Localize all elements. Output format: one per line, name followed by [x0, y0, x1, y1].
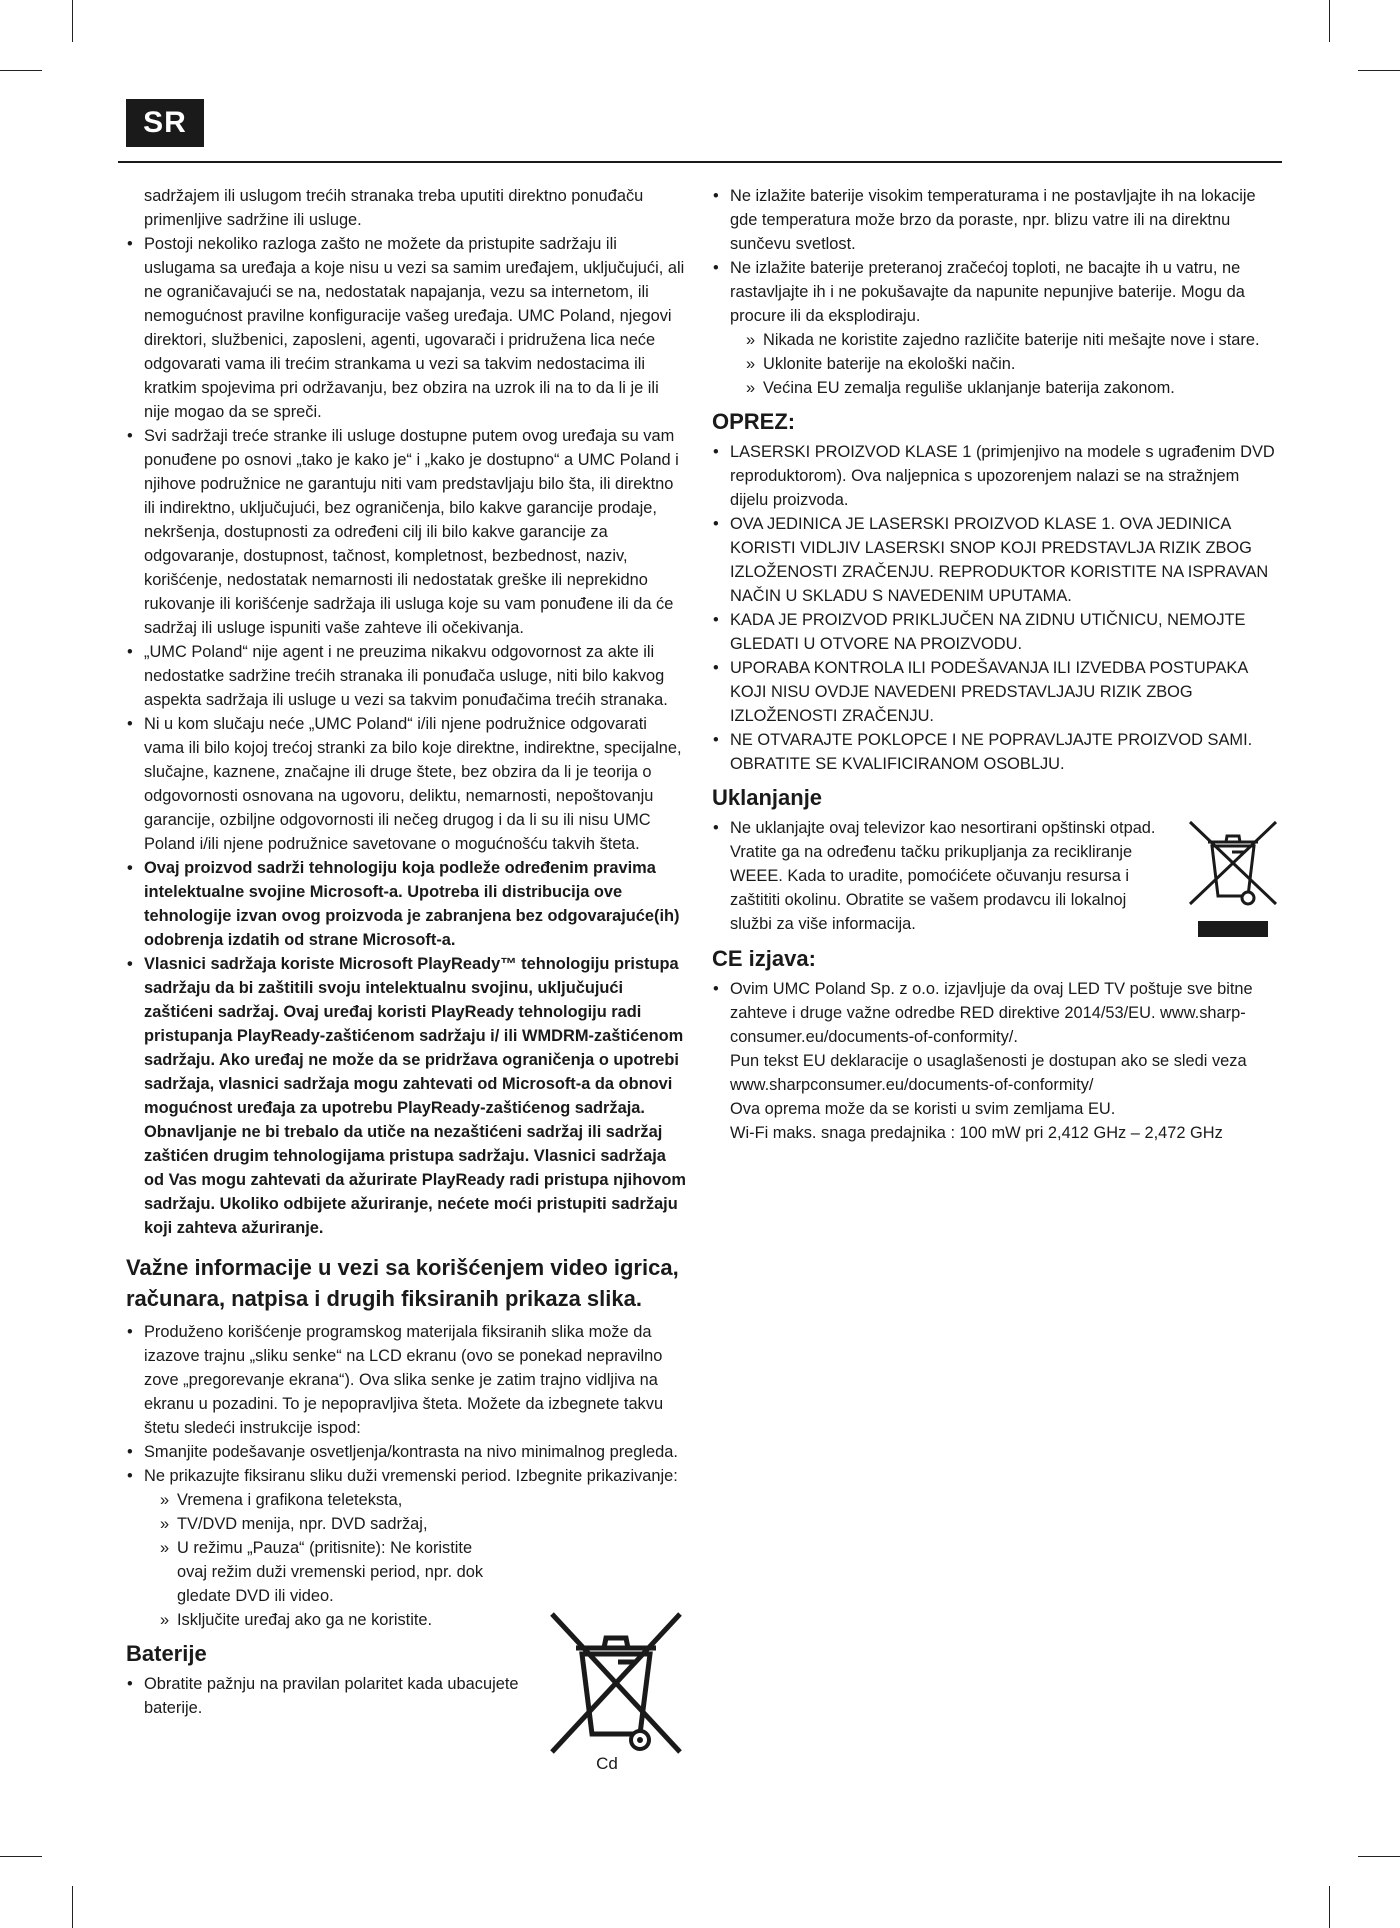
- ce-line: • Ovim UMC Poland Sp. z o.o. izjavljuje da ovaj LED TV poštuje sve bitne zahteve i druge važne odredbe RED direktive 2014/53/EU. www.sharp-consumer.eu/documents-of-conformity/.: [730, 980, 1253, 1046]
- left-column: [126, 184, 686, 1720]
- weee-bar: [1198, 921, 1268, 937]
- list-item: • Svi sadržaji treće stranke ili usluge dostupne putem ovog uređaja su vam ponuđene po osnovi „tako je kako je“ i „kako je dostupno“ a UMC Poland i njihove podružnice ne garantuju niti vam predstavljaju bilo šta, ili direktno ili indirektno, uključujući, bez ograničenja, bilo kakve garancije prodaje, nekršenja, dostupnosti za određeni cilj ili bilo kakve garancije za odgovaranje, dostupnost, tačnost, kompletnost, bezbednost, naziv, korišćenje, nedostatak nemarnosti ili nedostatak greške ili neprekidno rukovanje ili korišćenje sadržaja ili usluga koje su vam ponuđene ili da će sadržaj ili usluge ispuniti vaše zahteve ili očekivanja.: [126, 424, 686, 640]
- sub-list-item: » Vremena i grafikona teleteksta,: [160, 1488, 686, 1512]
- disposal-list: [712, 816, 1172, 936]
- section-heading-caution: OPREZ:: [712, 409, 796, 434]
- list-item: • Ne uklanjajte ovaj televizor kao nesortirani opštinski otpad. Vratite ga na određenu tačku prikupljanja za recikliranje WEEE. Kada to uradite, pomoćićete očuvanju resursa i zaštititi okolinu. Obratite se vašem prodavcu ili lokalnoj službi za više informacija.: [712, 816, 1172, 936]
- sub-list-item: » U režimu „Pauza“ (pritisnite): Ne koristite ovaj režim duži vremenski period, npr. dok gledate DVD ili video.: [160, 1536, 686, 1608]
- list-item: • Ne izlažite baterije visokim temperaturama i ne postavljajte ih na lokacije gde temperatura može brzo da poraste, npr. blizu vatre ili na direktnu sunčevu svetlost.: [712, 184, 1282, 256]
- crop-mark: [1329, 0, 1330, 42]
- crop-mark: [1329, 1886, 1330, 1928]
- crossed-bin-icon: [548, 1610, 688, 1756]
- section-heading-disposal: Uklanjanje: [712, 785, 823, 810]
- list-item: • Postoji nekoliko razloga zašto ne možete da pristupite sadržaju ili uslugama sa uređaja a koje nisu u vezi sa samim uređajem, uključujući, ali ne ograničavajući se na, nedostatak napajanja, vezu sa internetom, ili nemogućnost pravilne konfiguracije vašeg uređaja. UMC Poland, njegovi direktori, službenici, zaposleni, agenti, ugovarači i pridružena lica neće odgovarati vama ili trećim strankama u vezi sa takvim nedostacima ili kratkim spojevima pri održavanju, bez obzira na uzrok ili na to da li je ili nije mogao da se spreči.: [126, 232, 686, 424]
- ce-line: Ova oprema može da se koristi u svim zemljama EU.: [730, 1100, 1116, 1118]
- section-heading-video: Važne informacije u vezi sa korišćenjem video igrica, računara, natpisa i drugih fiksiranih prikaza slika.: [126, 1255, 679, 1311]
- sub-list-item: » Isključite uređaj ako ga ne koristite.: [160, 1608, 686, 1632]
- list-item: [712, 977, 1282, 1145]
- batteries-list: [126, 1672, 546, 1720]
- language-badge: SR: [126, 99, 204, 147]
- section-heading-ce: CE izjava:: [712, 946, 816, 971]
- sub-list-item: » Nikada ne koristite zajedno različite baterije niti mešajte nove i stare.: [746, 328, 1282, 352]
- list-item: • LASERSKI PROIZVOD KLASE 1 (primjenjivo na modele s ugrađenim DVD reproduktorom). Ova naljepnica s upozorenjem nalazi se na stražnjem dijelu proizvoda.: [712, 440, 1282, 512]
- disposal-block: [712, 816, 1282, 937]
- crop-mark: [0, 70, 42, 71]
- crop-mark: [72, 1886, 73, 1928]
- crossed-bin-icon: [1186, 818, 1282, 908]
- list-item: • Obratite pažnju na pravilan polaritet kada ubacujete baterije.: [126, 1672, 546, 1720]
- battery-warnings-list: [712, 184, 1282, 328]
- crop-mark: [1358, 70, 1400, 71]
- crossed-bin-cd-icon: [548, 1610, 688, 1780]
- ce-list: [712, 977, 1282, 1145]
- list-item: • NE OTVARAJTE POKLOPCE I NE POPRAVLJAJTE PROIZVOD SAMI. OBRATITE SE KVALIFICIRANOM OSOBLJU.: [712, 728, 1282, 776]
- ce-line: Pun tekst EU deklaracije o usaglašenosti je dostupan ako se sledi veza www.sharpconsumer.eu/documents-of-conformity/: [730, 1052, 1247, 1094]
- cd-label: Cd: [596, 1754, 618, 1773]
- list-item: • „UMC Poland“ nije agent i ne preuzima nikakvu odgovornost za akte ili nedostatke sadržine trećih stranaka ili ponuđača usluge, niti bilo kakvog aspekta sadržaja ili usluge u vezi sa takvim ponuđačima trećih stranaka.: [126, 640, 686, 712]
- list-item: • Ni u kom slučaju neće „UMC Poland“ i/ili njene podružnice odgovarati vama ili bilo kojoj trećoj stranki za bilo koje direktne, indirektne, specijalne, slučajne, kaznene, značajne ili druge štete, bez obzira da li je teorija o odgovornosti osnovana na ugovoru, deliktu, nemarnosti, nepoštovanju garancije, ozbiljne odgovornosti ili nečeg drugog i da li su ili nisu UMC Poland i/ili njene podružnice savetovane o mogućnošću takvih šteta.: [126, 712, 686, 856]
- list-item: • Ne prikazujte fiksiranu sliku duži vremenski period. Izbegnite prikazivanje:: [126, 1464, 686, 1488]
- sub-list-item: » TV/DVD menija, npr. DVD sadržaj,: [160, 1512, 686, 1536]
- battery-sublist: [712, 328, 1282, 400]
- list-item: • UPORABA KONTROLA ILI PODEŠAVANJA ILI IZVEDBA POSTUPAKA KOJI NISU OVDJE NAVEDENI PREDSTAVLJAJU RIZIK ZBOG IZLOŽENOSTI ZRAČENJU.: [712, 656, 1282, 728]
- list-item: • Ne izlažite baterije preteranoj zračećoj toploti, ne bacajte ih u vatru, ne rastavljajte ih i ne pokušavajte da napunite nepunjive baterije. Mogu da procure ili da eksplodiraju.: [712, 256, 1282, 328]
- sub-list-item: » Uklonite baterije na ekološki način.: [746, 352, 1282, 376]
- crop-mark: [72, 0, 73, 42]
- video-list: [126, 1320, 686, 1488]
- ce-line: Wi-Fi maks. snaga predajnika : 100 mW pri 2,412 GHz – 2,472 GHz: [730, 1124, 1223, 1142]
- section-heading-batteries: Baterije: [126, 1641, 207, 1666]
- weee-bin-icon: [1186, 818, 1282, 937]
- list-item: • Produženo korišćenje programskog materijala fiksiranih slika može da izazove trajnu „sliku senke“ na LCD ekranu (ovo se ponekad nepravilno zove „pregorevanje ekrana“). Ova slika senke je zatim trajno vidljiva na ekranu u pozadini. To je nepopravljiva šteta. Možete da izbegnete takvu štetu sledeći instrukcije ispod:: [126, 1320, 686, 1440]
- disclaimer-list: [126, 232, 686, 1240]
- sub-list-item: » Većina EU zemalja reguliše uklanjanje baterija zakonom.: [746, 376, 1282, 400]
- crop-mark: [1358, 1856, 1400, 1857]
- list-item: • Smanjite podešavanje osvetljenja/kontrasta na nivo minimalnog pregleda.: [126, 1440, 686, 1464]
- list-item: • KADA JE PROIZVOD PRIKLJUČEN NA ZIDNU UTIČNICU, NEMOJTE GLEDATI U OTVORE NA PROIZVODU.: [712, 608, 1282, 656]
- caution-list: [712, 440, 1282, 776]
- list-item: • OVA JEDINICA JE LASERSKI PROIZVOD KLASE 1. OVA JEDINICA KORISTI VIDLJIV LASERSKI SNOP KOJI PREDSTAVLJA RIZIK ZBOG IZLOŽENOSTI ZRAČENJU. REPRODUKTOR KORISTITE NA ISPRAVAN NAČIN U SKLADU S NAVEDENIM UPUTAMA.: [712, 512, 1282, 608]
- header-divider: [118, 161, 1282, 163]
- crop-mark: [0, 1856, 42, 1857]
- right-column: [712, 184, 1282, 1145]
- list-item: • Ovaj proizvod sadrži tehnologiju koja podleže određenim pravima intelektualne svojine Microsoft-a. Upotreba ili distribucija ove tehnologije izvan ovog proizvoda je zabranjena bez odgovarajuće(ih) odobrenja izdatih od strane Microsoft-a.: [126, 856, 686, 952]
- intro-continuation: sadržajem ili uslugom trećih stranaka treba uputiti direktno ponuđaču primenljive sadržine ili usluge.: [144, 187, 644, 229]
- list-item: • Vlasnici sadržaja koriste Microsoft PlayReady™ tehnologiju pristupa sadržaju da bi zaštitili svoju intelektualnu svojinu, uključujući zaštićeni sadržaj. Ovaj uređaj koristi PlayReady tehnologiju radi pristupanja PlayReady-zaštićenom sadržaju i/ ili WMDRM-zaštićenom sadržaju. Ako uređaj ne može da se pridržava ograničenja o upotrebi sadržaja, vlasnici sadržaja mogu zahtevati od Microsoft-a da obnovi mogućnost uređaja za upotrebu PlayReady-zaštićenog sadržaja. Obnavljanje ne bi trebalo da utiče na nezaštićeni sadržaj ili sadržaj zaštićen drugim tehnologijama pristupa sadržaju. Vlasnici sadržaja od Vas mogu zahtevati da ažurirate PlayReady radi pristupa njihovom sadržaju. Ukoliko odbijete ažuriranje, nećete moći pristupiti sadržaju koji zahteva ažuriranje.: [126, 952, 686, 1240]
